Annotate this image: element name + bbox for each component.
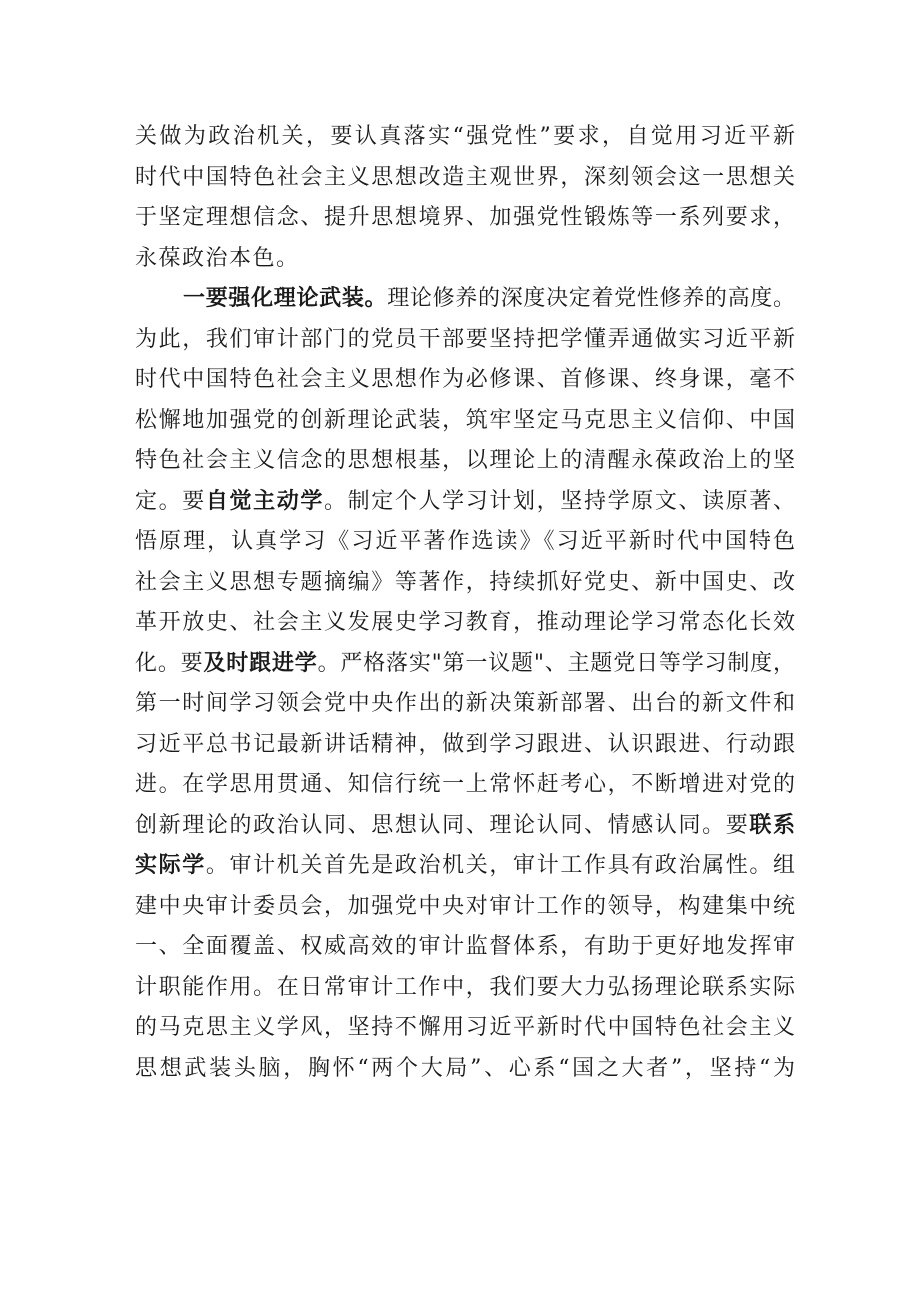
text-line: [135, 522, 795, 563]
body-text: 思想武装头脑，胸怀“两个大局”、心系“国之大者”，坚持“为: [135, 1055, 795, 1081]
text-line: [135, 1008, 795, 1049]
text-line: [135, 158, 795, 199]
text-line: [135, 563, 795, 604]
bold-heading-text: 实际学: [135, 853, 206, 878]
body-text: 。审计机关首先是政治机关，审计工作具有政治属性。组: [205, 853, 795, 878]
bold-heading-text: 一要强化理论武装。: [183, 286, 388, 311]
text-line: [135, 482, 795, 523]
document-body: [135, 117, 795, 1089]
body-text: 时代中国特色社会主义思想改造主观世界，深刻领会这一思想关: [135, 164, 795, 190]
body-text: 的马克思主义学风，坚持不懈用习近平新时代中国特色社会主义: [135, 1015, 795, 1040]
body-text: 为此，我们审计部门的党员干部要坚持把学懂弄通做实习近平新: [135, 326, 795, 352]
bold-heading-text: 联系: [749, 812, 795, 838]
body-text: 时代中国特色社会主义思想作为必修课、首修课、终身课，毫不: [135, 367, 795, 392]
body-text: 于坚定理想信念、提升思想境界、加强党性锻炼等一系列要求，: [135, 205, 795, 230]
text-line: [135, 968, 795, 1009]
body-text: 习近平总书记最新讲话精神，做到学习跟进、认识跟进、行动跟: [135, 731, 795, 757]
body-text: 革开放史、社会主义发展史学习教育，推动理论学习常态化长效: [135, 610, 795, 635]
text-line: [135, 806, 795, 847]
text-line: [135, 401, 795, 442]
text-line: [135, 887, 795, 928]
text-line: [135, 725, 795, 766]
text-line: [135, 198, 795, 239]
body-text: 永葆政治本色。: [135, 245, 300, 271]
text-line: [135, 927, 795, 968]
text-line: [135, 279, 795, 320]
bold-heading-text: 自觉主动学: [205, 488, 325, 514]
body-text: 定。要: [135, 488, 206, 514]
body-text: 进。在学思用贯通、知信行统一上常怀赶考心，不断增进对党的: [135, 772, 795, 797]
body-text: 理论修养的深度决定着党性修养的高度。: [387, 286, 795, 311]
body-text: 社会主义思想专题摘编》等著作，持续抓好党史、新中国史、改: [135, 569, 795, 595]
body-text: 。严格落实"第一议题"、主题党日等学习制度，: [317, 650, 795, 676]
body-text: 计职能作用。在日常审计工作中，我们要大力弘扬理论联系实际: [135, 974, 795, 1000]
text-line: [135, 603, 795, 644]
text-line: [135, 765, 795, 806]
body-text: 悟原理，认真学习《习近平著作选读》《习近平新时代中国特色: [135, 529, 795, 554]
body-text: 化。要: [135, 650, 204, 676]
body-text: 关做为政治机关，要认真落实“强党性”要求，自觉用习近平新: [135, 124, 795, 149]
text-line: [135, 117, 795, 158]
bold-heading-text: 及时跟进学: [203, 650, 318, 676]
body-text: 创新理论的政治认同、思想认同、理论认同、情感认同。要: [135, 812, 750, 838]
text-line: [135, 441, 795, 482]
text-line: [135, 1049, 795, 1090]
text-line: [135, 644, 795, 685]
body-text: 第一时间学习领会党中央作出的新决策新部署、出台的新文件和: [135, 691, 795, 716]
text-line: [135, 320, 795, 361]
body-text: 。制定个人学习计划，坚持学原文、读原著、: [324, 488, 795, 514]
body-text: 特色社会主义信念的思想根基，以理论上的清醒永葆政治上的坚: [135, 448, 795, 473]
text-line: [135, 684, 795, 725]
text-line: [135, 360, 795, 401]
body-text: 松懈地加强党的创新理论武装，筑牢坚定马克思主义信仰、中国: [135, 407, 795, 433]
body-text: 一、全面覆盖、权威高效的审计监督体系，有助于更好地发挥审: [135, 934, 795, 959]
text-line: [135, 239, 795, 280]
body-text: 建中央审计委员会，加强党中央对审计工作的领导，构建集中统: [135, 893, 795, 919]
text-line: [135, 846, 795, 887]
